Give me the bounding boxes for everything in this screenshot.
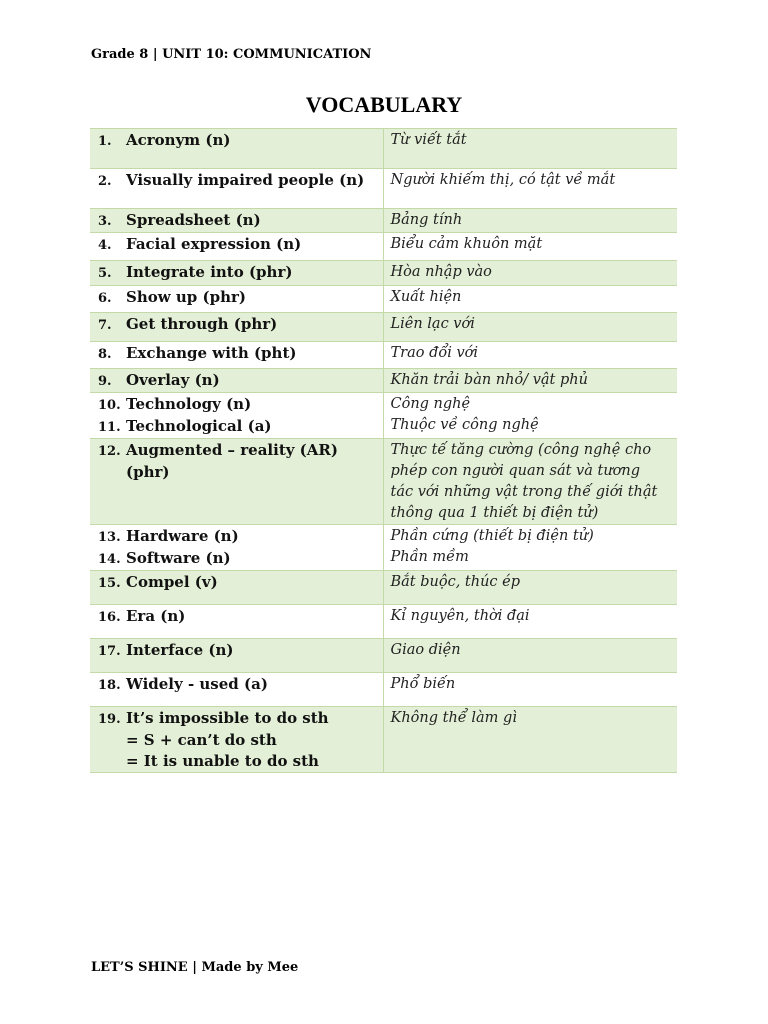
term-text: Compel (v) (126, 573, 218, 591)
meaning-text: Không thể làm gì (390, 710, 517, 726)
term-cell (90, 286, 383, 313)
term-cell (90, 605, 383, 639)
term-number: 1. (98, 134, 112, 149)
term-cell (90, 707, 383, 773)
term-line (98, 606, 383, 628)
term-line (98, 730, 383, 751)
term-number: 4. (98, 238, 112, 253)
meaning-cell (383, 525, 677, 571)
meaning-cell (383, 169, 677, 209)
term-line (98, 370, 383, 392)
term-cell (90, 129, 383, 169)
term-number: 5. (98, 266, 112, 281)
term-line (98, 314, 383, 336)
term-cell (90, 571, 383, 605)
term-text: Technology (n) (126, 395, 252, 413)
meaning-cell (383, 261, 677, 286)
meaning-cell (383, 707, 677, 773)
term-cell (90, 233, 383, 261)
term-text: It’s impossible to do sth (126, 709, 329, 727)
vocab-row (90, 439, 677, 525)
page-footer: LET’S SHINE | Made by Mee (91, 960, 299, 975)
vocab-row (90, 639, 677, 673)
meaning-text: Người khiếm thị, có tật về mắt (390, 172, 616, 188)
term-text: (phr) (126, 463, 170, 481)
vocab-row (90, 342, 677, 369)
vocab-row (90, 369, 677, 393)
vocab-row (90, 313, 677, 342)
term-line (98, 343, 383, 365)
meaning-text: Công nghệ (390, 396, 471, 412)
meaning-text: Phổ biến (390, 676, 456, 692)
term-line (98, 440, 383, 462)
vocab-row (90, 525, 677, 571)
meaning-text: Khăn trải bàn nhỏ/ vật phủ (390, 372, 588, 388)
term-number: 17. (98, 644, 121, 659)
meaning-text: phép con người quan sát và tương (390, 463, 641, 479)
meaning-text: Hòa nhập vào (390, 264, 492, 280)
meaning-text: Biểu cảm khuôn mặt (390, 236, 543, 252)
term-number: 13. (98, 530, 121, 545)
term-line (98, 416, 383, 438)
meaning-text: Bảng tính (390, 212, 463, 228)
term-line (98, 287, 383, 309)
meaning-text: Xuất hiện (390, 289, 462, 305)
term-text: Visually impaired people (n) (126, 171, 365, 189)
term-cell (90, 313, 383, 342)
term-line (98, 462, 383, 483)
vocab-row (90, 129, 677, 169)
term-text: Get through (phr) (126, 315, 278, 333)
meaning-text: Phần cứng (thiết bị điện tử) (390, 528, 594, 544)
meaning-cell (383, 129, 677, 169)
term-number: 2. (98, 174, 112, 189)
term-number: 16. (98, 610, 121, 625)
term-cell (90, 261, 383, 286)
term-number: 3. (98, 214, 112, 229)
meaning-text: Từ viết tắt (390, 132, 467, 148)
term-text: = It is unable to do sth (126, 752, 319, 770)
vocab-row (90, 707, 677, 773)
term-text: Spreadsheet (n) (126, 211, 261, 229)
term-text: Exchange with (pht) (126, 344, 297, 362)
term-number: 11. (98, 420, 121, 435)
term-text: = S + can’t do sth (126, 731, 277, 749)
meaning-text: Thuộc về công nghệ (390, 417, 539, 433)
meaning-cell (383, 313, 677, 342)
term-line (98, 751, 383, 772)
term-line (98, 640, 383, 662)
term-line (98, 394, 383, 416)
term-line (98, 262, 383, 284)
meaning-cell (383, 393, 677, 439)
meaning-text: Phần mềm (390, 549, 469, 565)
meaning-cell (383, 439, 677, 525)
meaning-cell (383, 233, 677, 261)
term-line (98, 674, 383, 696)
term-number: 15. (98, 576, 121, 591)
term-line (98, 170, 383, 192)
meaning-cell (383, 369, 677, 393)
vocab-row (90, 605, 677, 639)
meaning-cell (383, 571, 677, 605)
vocab-row (90, 673, 677, 707)
meaning-text: thông qua 1 thiết bị điện tử) (390, 505, 599, 521)
term-text: Augmented – reality (AR) (126, 441, 338, 459)
term-text: Software (n) (126, 549, 231, 567)
term-number: 14. (98, 552, 121, 567)
vocab-row (90, 286, 677, 313)
meaning-text: Trao đổi với (390, 345, 479, 361)
meaning-cell (383, 286, 677, 313)
term-number: 8. (98, 347, 112, 362)
term-line (98, 526, 383, 548)
vocab-row (90, 233, 677, 261)
term-number: 18. (98, 678, 121, 693)
vocab-row (90, 571, 677, 605)
term-cell (90, 209, 383, 233)
meaning-text: Thực tế tăng cường (công nghệ cho (390, 442, 652, 458)
term-text: Widely - used (a) (126, 675, 268, 693)
term-text: Technological (a) (126, 417, 272, 435)
vocabulary-table (90, 128, 677, 773)
term-number: 19. (98, 712, 121, 727)
term-cell (90, 169, 383, 209)
term-cell (90, 393, 383, 439)
term-line (98, 708, 383, 730)
term-line (98, 548, 383, 570)
meaning-cell (383, 673, 677, 707)
meaning-text: Liên lạc với (390, 316, 475, 332)
vocab-row (90, 209, 677, 233)
term-text: Hardware (n) (126, 527, 239, 545)
page-title: VOCABULARY (305, 92, 463, 117)
term-text: Show up (phr) (126, 288, 246, 306)
term-number: 6. (98, 291, 112, 306)
term-line (98, 210, 383, 232)
term-number: 10. (98, 398, 121, 413)
term-line (98, 130, 383, 152)
term-line (98, 234, 383, 256)
term-number: 9. (98, 374, 112, 389)
page-header: Grade 8 | UNIT 10: COMMUNICATION (91, 47, 372, 62)
term-cell (90, 673, 383, 707)
term-cell (90, 342, 383, 369)
term-cell (90, 639, 383, 673)
vocab-row (90, 261, 677, 286)
term-text: Integrate into (phr) (126, 263, 293, 281)
term-number: 7. (98, 318, 112, 333)
meaning-cell (383, 639, 677, 673)
term-cell (90, 525, 383, 571)
meaning-text: Giao diện (390, 642, 461, 658)
meaning-cell (383, 605, 677, 639)
term-cell (90, 369, 383, 393)
term-text: Overlay (n) (126, 371, 220, 389)
vocab-row (90, 393, 677, 439)
meaning-cell (383, 342, 677, 369)
term-text: Facial expression (n) (126, 235, 302, 253)
term-cell (90, 439, 383, 525)
meaning-text: Bắt buộc, thúc ép (390, 574, 521, 590)
meaning-cell (383, 209, 677, 233)
meaning-text: Kỉ nguyên, thời đại (390, 608, 530, 624)
term-text: Interface (n) (126, 641, 234, 659)
term-text: Acronym (n) (126, 131, 231, 149)
term-line (98, 572, 383, 594)
term-text: Era (n) (126, 607, 186, 625)
meaning-text: tác với những vật trong thế giới thật (390, 484, 658, 500)
vocab-row (90, 169, 677, 209)
term-number: 12. (98, 444, 121, 459)
